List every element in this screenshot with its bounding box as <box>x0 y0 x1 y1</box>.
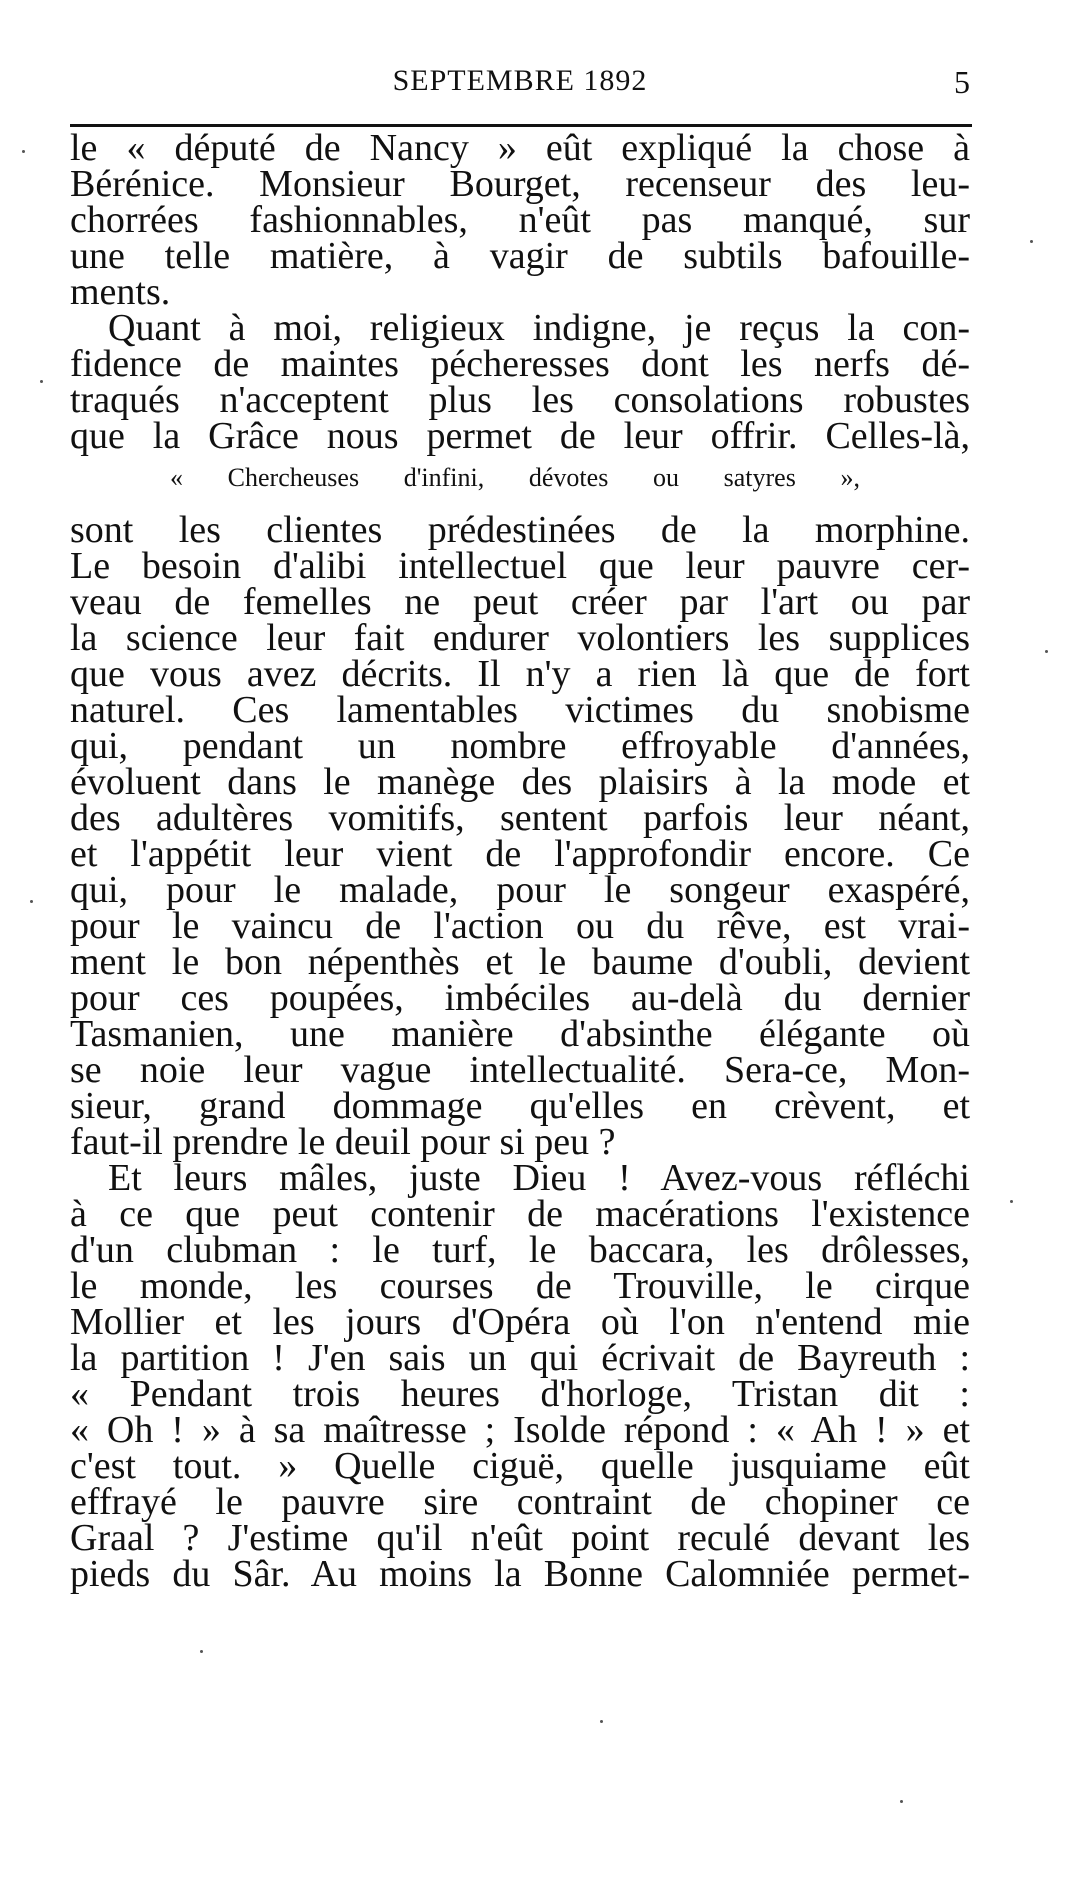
scan-speck <box>1030 240 1033 243</box>
text-line: ment le bon népenthès et le baume d'oubli, devient <box>70 941 970 983</box>
text-line: pieds du Sâr. Au moins la Bonne Calomniée permet- <box>70 1553 970 1595</box>
scan-speck <box>30 900 33 903</box>
text-line: chorrées fashionnables, n'eût pas manqué, sur <box>70 199 970 241</box>
text-line: « Oh ! » à sa maîtresse ; Isolde répond : « Ah ! » et <box>70 1409 970 1451</box>
text-line: et l'appétit leur vient de l'approfondir encore. Ce <box>70 833 970 875</box>
scan-speck <box>1010 1200 1013 1203</box>
text-line: faut-il prendre le deuil pour si peu ? <box>70 1121 616 1163</box>
running-header <box>70 64 970 112</box>
text-line: le « député de Nancy » eût expliqué la chose à <box>70 127 970 169</box>
text-line: évoluent dans le manège des plaisirs à la mode et <box>70 761 970 803</box>
text-line: la science leur fait endurer volontiers les supplices <box>70 617 970 659</box>
text-line: à ce que peut contenir de macérations l'existence <box>70 1193 970 1235</box>
text-line: des adultères vomitifs, sentent parfois leur néant, <box>70 797 970 839</box>
text-line: veau de femelles ne peut créer par l'art ou par <box>70 581 970 623</box>
text-line: pour le vaincu de l'action ou du rêve, est vrai- <box>70 905 970 947</box>
page-number: 5 <box>954 64 970 100</box>
scan-speck <box>600 1720 603 1723</box>
text-line: que vous avez décrits. Il n'y a rien là que de fort <box>70 653 970 695</box>
text-line: le monde, les courses de Trouville, le cirque <box>70 1265 970 1307</box>
text-line: Bérénice. Monsieur Bourget, recenseur des leu- <box>70 163 970 205</box>
text-line: Mollier et les jours d'Opéra où l'on n'entend mie <box>70 1301 970 1343</box>
text-line: que la Grâce nous permet de leur offrir. Celles-là, <box>70 415 970 457</box>
text-line: Quant à moi, religieux indigne, je reçus la con- <box>108 307 970 349</box>
scan-speck <box>200 1650 203 1653</box>
text-line: Graal ? J'estime qu'il n'eût point reculé devant les <box>70 1517 970 1559</box>
scan-speck <box>40 380 43 383</box>
scan-speck <box>900 1800 903 1803</box>
text-line: sont les clientes prédestinées de la morphine. <box>70 509 970 551</box>
text-line: se noie leur vague intellectualité. Sera-ce, Mon- <box>70 1049 970 1091</box>
text-line: qui, pour le malade, pour le songeur exaspéré, <box>70 869 970 911</box>
text-line: effrayé le pauvre sire contraint de chopiner ce <box>70 1481 970 1523</box>
text-line: d'un clubman : le turf, le baccara, les drôlesses, <box>70 1229 970 1271</box>
text-line: qui, pendant un nombre effroyable d'années, <box>70 725 970 767</box>
text-line: sieur, grand dommage qu'elles en crèvent, et <box>70 1085 970 1127</box>
text-line: Et leurs mâles, juste Dieu ! Avez-vous réfléchi <box>108 1157 970 1199</box>
text-line: pour ces poupées, imbéciles au-delà du dernier <box>70 977 970 1019</box>
scan-speck <box>22 150 25 153</box>
text-line: c'est tout. » Quelle ciguë, quelle jusquiame eût <box>70 1445 970 1487</box>
verse-quote: « Chercheuses d'infini, dévotes ou satyres », <box>170 463 860 492</box>
text-line: Le besoin d'alibi intellectuel que leur pauvre cer- <box>70 545 970 587</box>
text-line: traqués n'acceptent plus les consolations robustes <box>70 379 970 421</box>
text-line: une telle matière, à vagir de subtils bafouille- <box>70 235 970 277</box>
text-line: la partition ! J'en sais un qui écrivait de Bayreuth : <box>70 1337 970 1379</box>
header-title: SEPTEMBRE 1892 <box>392 64 648 97</box>
text-line: « Pendant trois heures d'horloge, Tristan dit : <box>70 1373 970 1415</box>
text-line: ments. <box>70 271 171 313</box>
scan-speck <box>1045 650 1048 653</box>
text-line: naturel. Ces lamentables victimes du snobisme <box>70 689 970 731</box>
text-line: fidence de maintes pécheresses dont les nerfs dé- <box>70 343 970 385</box>
text-line: Tasmanien, une manière d'absinthe élégante où <box>70 1013 970 1055</box>
